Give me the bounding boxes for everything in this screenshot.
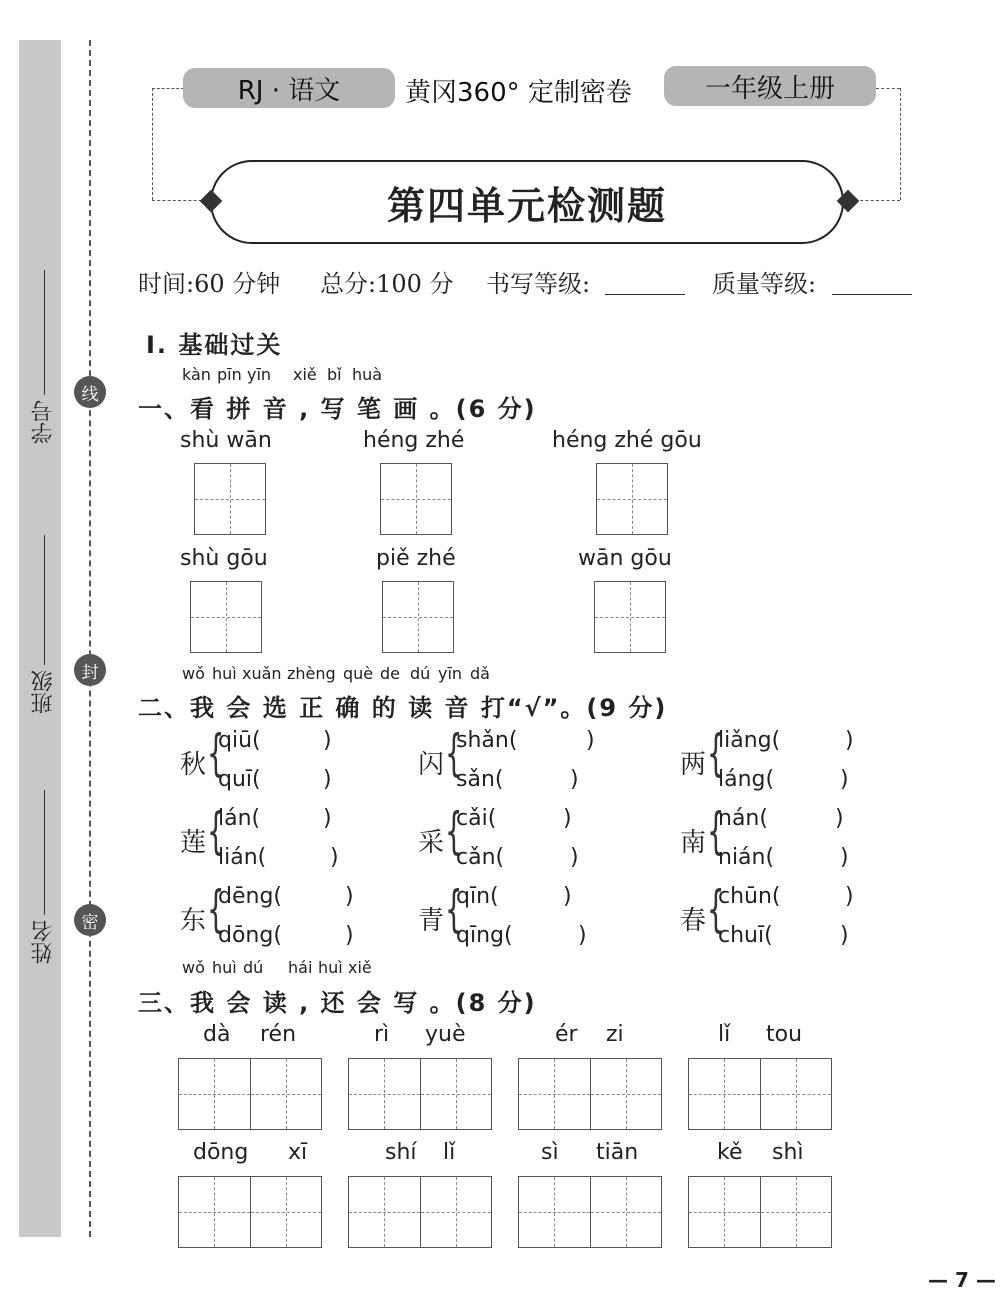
q3-word-2-syl-1: rì bbox=[374, 1022, 390, 1047]
q1-answer-box-5[interactable] bbox=[382, 581, 454, 653]
q1-pinyin-5: bǐ bbox=[327, 365, 342, 384]
q1-answer-box-1[interactable] bbox=[194, 463, 266, 535]
q1-pinyin-4: xiě bbox=[293, 365, 317, 384]
binding-strip bbox=[19, 40, 61, 1237]
q2-option-4a: lán( bbox=[218, 806, 261, 831]
part-heading: Ⅰ. 基础过关 bbox=[146, 331, 283, 359]
writing-grade-blank[interactable] bbox=[605, 294, 685, 295]
q3-word-6-syl-2: lǐ bbox=[443, 1140, 456, 1165]
student-no-label: 学号 bbox=[31, 400, 56, 444]
q3-word-3-syl-1: ér bbox=[555, 1022, 578, 1047]
q2-paren-5b[interactable]: ) bbox=[570, 845, 579, 870]
q1-answer-box-6[interactable] bbox=[594, 581, 666, 653]
q3-word-1-syl-1: dà bbox=[203, 1022, 231, 1047]
q3-title: 三、我 会 读 , 还 会 写 。(8 分) bbox=[138, 989, 537, 1017]
header-dash-left bbox=[152, 88, 184, 89]
q2-char-6: 南 bbox=[680, 828, 707, 858]
q1-item-1-pinyin: shù wān bbox=[180, 428, 272, 453]
quality-grade-label: 质量等级: bbox=[712, 270, 817, 298]
q1-item-4-pinyin: shù gōu bbox=[180, 546, 268, 571]
q2-option-7a: dēng( bbox=[218, 884, 282, 909]
student-no-blank[interactable] bbox=[44, 270, 45, 395]
class-blank[interactable] bbox=[44, 535, 45, 665]
q2-char-9: 春 bbox=[680, 906, 707, 936]
q1-pinyin-2: pīn bbox=[217, 365, 242, 384]
grade-tag: 一年级上册 bbox=[664, 66, 876, 106]
q2-pinyin-6: de bbox=[380, 664, 400, 683]
q3-word-4-syl-2: tou bbox=[766, 1022, 803, 1047]
q2-option-9a: chūn( bbox=[718, 884, 781, 909]
q3-pinyin-1: wǒ bbox=[182, 958, 205, 977]
q2-option-5b: cǎn( bbox=[456, 845, 505, 870]
header-dash-right bbox=[876, 88, 900, 89]
q2-paren-9a[interactable]: ) bbox=[845, 884, 854, 909]
class-label: 班级 bbox=[31, 670, 56, 714]
header-dash-right-b bbox=[855, 200, 900, 201]
q2-paren-8b[interactable]: ) bbox=[578, 923, 587, 948]
q1-answer-box-4[interactable] bbox=[190, 581, 262, 653]
q2-paren-2b[interactable]: ) bbox=[570, 767, 579, 792]
header-dash-right-v bbox=[900, 88, 901, 200]
q2-paren-6b[interactable]: ) bbox=[840, 845, 849, 870]
q2-pinyin-8: yīn bbox=[438, 664, 463, 683]
q2-brace-6: { bbox=[707, 802, 725, 860]
q2-brace-4: { bbox=[207, 802, 225, 860]
q2-title: 二、我 会 选 正 确 的 读 音 打“√”。(9 分) bbox=[138, 694, 668, 722]
q2-pinyin-1: wǒ bbox=[182, 664, 205, 683]
q3-word-6-syl-1: shí bbox=[385, 1140, 417, 1165]
q2-paren-3b[interactable]: ) bbox=[840, 767, 849, 792]
q2-option-6a: nán( bbox=[718, 806, 768, 831]
cut-line bbox=[89, 40, 91, 1237]
q3-word-8-syl-2: shì bbox=[772, 1140, 804, 1165]
q2-paren-6a[interactable]: ) bbox=[835, 806, 844, 831]
time-info: 时间:60 分钟 bbox=[138, 270, 281, 298]
page-title: 第四单元检测题 bbox=[386, 182, 667, 228]
title-frame bbox=[210, 160, 844, 244]
seal-mark-secret: 密 bbox=[74, 904, 106, 936]
q2-paren-5a[interactable]: ) bbox=[563, 806, 572, 831]
q2-char-1: 秋 bbox=[180, 750, 207, 780]
q1-pinyin-3: yīn bbox=[247, 365, 272, 384]
q1-title: 一、看 拼 音 , 写 笔 画 。(6 分) bbox=[138, 395, 537, 423]
q2-pinyin-2: huì bbox=[212, 664, 237, 683]
subject-tag: RJ · 语文 bbox=[183, 68, 395, 108]
q1-item-6-pinyin: wān gōu bbox=[578, 546, 672, 571]
q2-char-8: 青 bbox=[418, 906, 445, 936]
q3-answer-grid-4[interactable] bbox=[688, 1058, 832, 1130]
q2-option-3b: láng( bbox=[718, 767, 775, 792]
q2-brace-7: { bbox=[207, 880, 225, 938]
q1-pinyin-6: huà bbox=[352, 365, 383, 384]
q3-word-5-syl-1: dōng bbox=[193, 1140, 249, 1165]
q2-pinyin-5: què bbox=[343, 664, 374, 683]
q2-paren-8a[interactable]: ) bbox=[563, 884, 572, 909]
q3-word-7-syl-2: tiān bbox=[596, 1140, 639, 1165]
q2-char-7: 东 bbox=[180, 906, 207, 936]
q3-word-2-syl-2: yuè bbox=[425, 1022, 466, 1047]
q2-pinyin-9: dǎ bbox=[470, 664, 490, 683]
q2-paren-3a[interactable]: ) bbox=[845, 728, 854, 753]
q2-paren-1a[interactable]: ) bbox=[323, 728, 332, 753]
q3-word-3-syl-2: zi bbox=[606, 1022, 624, 1047]
name-blank[interactable] bbox=[44, 790, 45, 915]
q2-option-8a: qīn( bbox=[456, 884, 499, 909]
q2-option-3a: liǎng( bbox=[718, 728, 781, 753]
q2-option-1a: qiū( bbox=[218, 728, 261, 753]
q2-brace-5: { bbox=[445, 802, 463, 860]
q2-option-8b: qīng( bbox=[456, 923, 513, 948]
q2-pinyin-7: dú bbox=[410, 664, 431, 683]
q2-paren-2a[interactable]: ) bbox=[586, 728, 595, 753]
q2-char-5: 采 bbox=[418, 828, 445, 858]
q1-item-5-pinyin: piě zhé bbox=[376, 546, 456, 571]
name-label: 姓名 bbox=[31, 920, 56, 964]
q1-item-3-pinyin: héng zhé gōu bbox=[552, 428, 702, 453]
q3-word-4-syl-1: lǐ bbox=[718, 1022, 731, 1047]
q3-word-8-syl-1: kě bbox=[717, 1140, 743, 1165]
q3-answer-grid-5[interactable] bbox=[178, 1176, 322, 1248]
q3-pinyin-6: xiě bbox=[348, 958, 372, 977]
q2-brace-9: { bbox=[707, 880, 725, 938]
q2-paren-1b[interactable]: ) bbox=[323, 767, 332, 792]
q3-answer-grid-3[interactable] bbox=[518, 1058, 662, 1130]
q2-brace-1: { bbox=[207, 724, 225, 782]
q3-answer-grid-6[interactable] bbox=[348, 1176, 492, 1248]
q2-option-2a: shǎn( bbox=[456, 728, 518, 753]
q1-pinyin-1: kàn bbox=[182, 365, 211, 384]
q2-paren-9b[interactable]: ) bbox=[840, 923, 849, 948]
seal-mark-line: 线 bbox=[74, 376, 106, 408]
q2-brace-3: { bbox=[707, 724, 725, 782]
q2-char-2: 闪 bbox=[418, 750, 445, 780]
seal-mark-seal: 封 bbox=[74, 654, 106, 686]
q2-paren-4b[interactable]: ) bbox=[330, 845, 339, 870]
q2-paren-7b[interactable]: ) bbox=[345, 923, 354, 948]
q2-pinyin-4: zhèng bbox=[287, 664, 336, 683]
q2-brace-2: { bbox=[445, 724, 463, 782]
q2-paren-4a[interactable]: ) bbox=[323, 806, 332, 831]
q2-option-5a: cǎi( bbox=[456, 806, 497, 831]
q3-pinyin-3: dú bbox=[243, 958, 264, 977]
q3-answer-grid-8[interactable] bbox=[688, 1176, 832, 1248]
q3-answer-grid-2[interactable] bbox=[348, 1058, 492, 1130]
q3-pinyin-2: huì bbox=[212, 958, 237, 977]
header-dash-left-v bbox=[152, 88, 153, 200]
q2-char-3: 两 bbox=[680, 750, 707, 780]
q3-pinyin-5: huì bbox=[318, 958, 343, 977]
q2-brace-8: { bbox=[445, 880, 463, 938]
q3-pinyin-4: hái bbox=[288, 958, 313, 977]
page-number: — 7 — bbox=[928, 1268, 996, 1292]
q2-option-9b: chuī( bbox=[718, 923, 773, 948]
q2-option-1b: quī( bbox=[218, 767, 261, 792]
q2-option-7b: dōng( bbox=[218, 923, 282, 948]
q2-option-4b: lián( bbox=[218, 845, 267, 870]
quality-grade-blank[interactable] bbox=[832, 294, 912, 295]
q3-answer-grid-1[interactable] bbox=[178, 1058, 322, 1130]
q2-paren-7a[interactable]: ) bbox=[345, 884, 354, 909]
q2-option-6b: nián( bbox=[718, 845, 775, 870]
q3-word-7-syl-1: sì bbox=[541, 1140, 559, 1165]
total-score: 总分:100 分 bbox=[320, 270, 454, 298]
q1-item-2-pinyin: héng zhé bbox=[363, 428, 465, 453]
q3-answer-grid-7[interactable] bbox=[518, 1176, 662, 1248]
q2-option-2b: sǎn( bbox=[456, 767, 504, 792]
q3-word-1-syl-2: rén bbox=[260, 1022, 297, 1047]
writing-grade-label: 书写等级: bbox=[486, 270, 591, 298]
q2-pinyin-3: xuǎn bbox=[242, 664, 282, 683]
q1-answer-box-2[interactable] bbox=[380, 463, 452, 535]
q1-answer-box-3[interactable] bbox=[596, 463, 668, 535]
q2-char-4: 莲 bbox=[180, 828, 207, 858]
q3-word-5-syl-2: xī bbox=[288, 1140, 308, 1165]
brand-title: 黄冈360° 定制密卷 bbox=[405, 78, 632, 108]
